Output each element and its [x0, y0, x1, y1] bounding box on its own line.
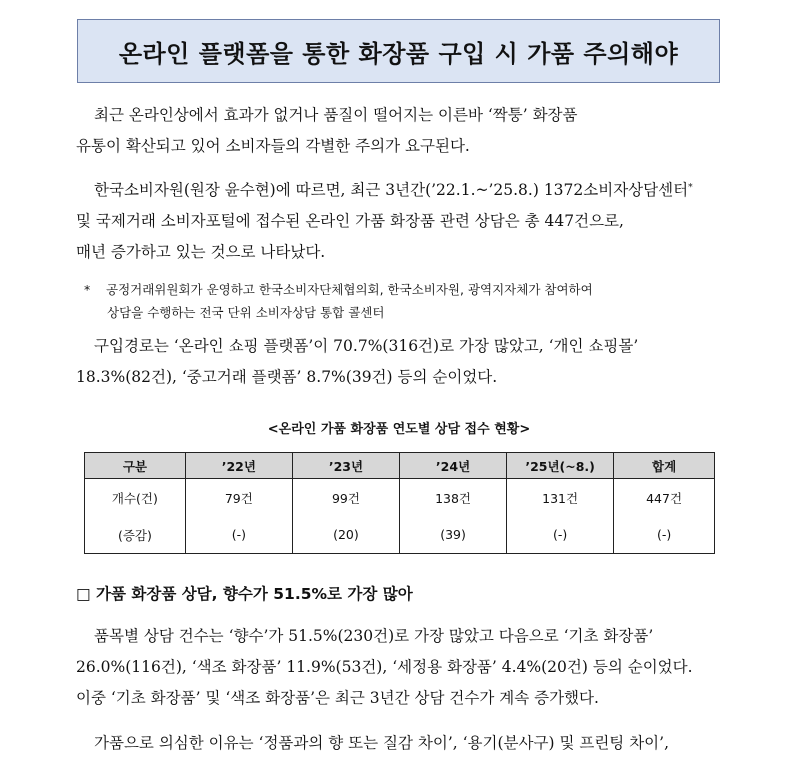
title-box	[77, 19, 720, 83]
text-line-content: 한국소비자원(원장 윤수현)에 따르면, 최근 3년간(’22.1.~’25.8.) 1372소비자상담센터	[94, 181, 689, 199]
text-line: 유통이 확산되고 있어 소비자들의 각별한 주의가 요구된다.	[76, 137, 470, 155]
table-cell: (20)	[292, 516, 399, 554]
paragraph-2	[76, 175, 722, 268]
table-cell: 79건	[185, 479, 292, 517]
table-header: 구분	[85, 453, 186, 479]
table-cell: (-)	[614, 516, 715, 554]
section-paragraph-1	[76, 621, 722, 714]
text-line: 최근 온라인상에서 효과가 없거나 품질이 떨어지는 이른바 ‘짝퉁’ 화장품	[94, 106, 578, 124]
table-cell: (증감)	[85, 516, 186, 554]
table-title: <온라인 가품 화장품 연도별 상담 접수 현황>	[267, 422, 531, 437]
table-row	[85, 516, 715, 554]
table-header: ’22년	[185, 453, 292, 479]
text-line: 가품으로 의심한 이유는 ‘정품과의 향 또는 질감 차이’, ‘용기(분사구) 및 프린팅 차이’,	[94, 734, 669, 752]
table-cell: 99건	[292, 479, 399, 517]
footnote	[76, 278, 722, 324]
footnote-line: 공정거래위원회가 운영하고 한국소비자단체협의회, 한국소비자원, 광역지자체가 참여하여	[106, 282, 593, 297]
text-line: 26.0%(116건), ‘색조 화장품’ 11.9%(53건), ‘세정용 화장품’ 4.4%(20건) 등의 순이었다.	[76, 658, 693, 676]
table-cell: 131건	[507, 479, 614, 517]
footnote-mark: *	[688, 183, 693, 193]
text-line: 18.3%(82건), ‘중고거래 플랫폼’ 8.7%(39건) 등의 순이었다.	[76, 368, 498, 386]
table-header-row	[85, 453, 715, 479]
table-cell: 447건	[614, 479, 715, 517]
table-row	[85, 479, 715, 517]
paragraph-3	[76, 331, 722, 393]
footnote-asterisk: *	[84, 282, 91, 297]
paragraph-1	[76, 100, 722, 162]
text-line	[76, 175, 722, 206]
text-line: 품목별 상담 건수는 ‘향수’가 51.5%(230건)로 가장 많았고 다음으로 ‘기초 화장품’	[94, 627, 654, 645]
table-cell: 138건	[399, 479, 506, 517]
table-cell: (-)	[185, 516, 292, 554]
section-heading: □ 가품 화장품 상담, 향수가 51.5%로 가장 많아	[76, 585, 413, 603]
table-header: ’23년	[292, 453, 399, 479]
section-paragraph-2	[76, 728, 722, 759]
consultation-table	[84, 452, 715, 554]
page-title: 온라인 플랫폼을 통한 화장품 구입 시 가품 주의해야	[118, 39, 679, 68]
table-cell: 개수(건)	[85, 479, 186, 517]
footnote-line: 상담을 수행하는 전국 단위 소비자상담 통합 콜센터	[107, 305, 385, 320]
table-header: ’25년(~8.)	[507, 453, 614, 479]
table-cell: (39)	[399, 516, 506, 554]
text-line: 및 국제거래 소비자포털에 접수된 온라인 가품 화장품 관련 상담은 총 447건으로,	[76, 212, 624, 230]
text-line: 매년 증가하고 있는 것으로 나타났다.	[76, 243, 326, 261]
text-line: 이중 ‘기초 화장품’ 및 ‘색조 화장품’은 최근 3년간 상담 건수가 계속 증가했다.	[76, 689, 599, 707]
table-cell: (-)	[507, 516, 614, 554]
table-header: ’24년	[399, 453, 506, 479]
table-header: 합계	[614, 453, 715, 479]
text-line: 구입경로는 ‘온라인 쇼핑 플랫폼’이 70.7%(316건)로 가장 많았고, ‘개인 쇼핑몰’	[94, 337, 639, 355]
